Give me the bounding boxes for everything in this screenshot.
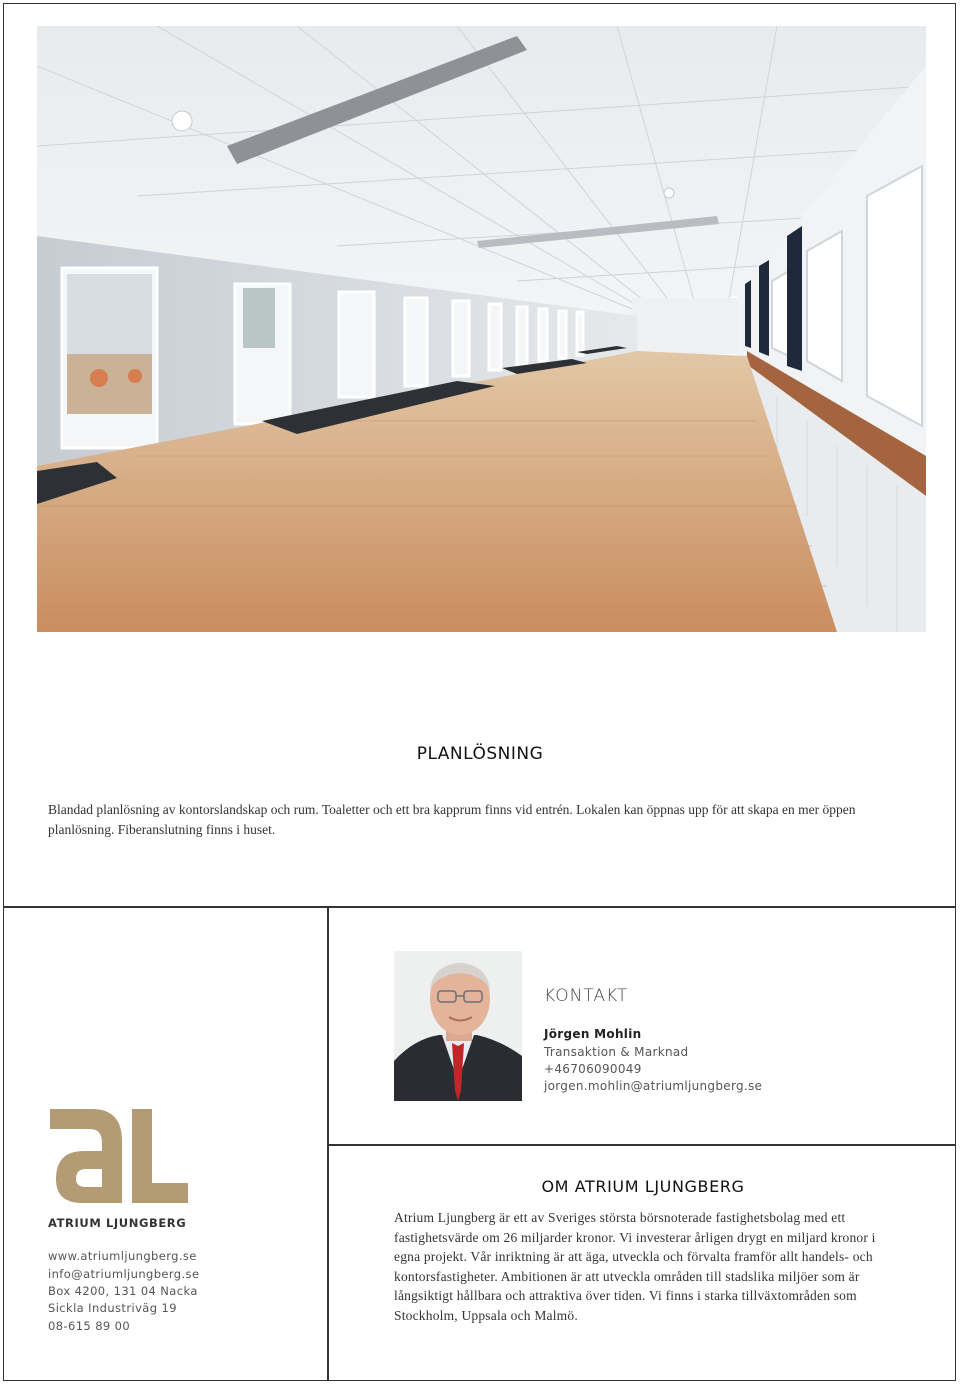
om-text: Atrium Ljungberg är ett av Sveriges största börsnoterade fastighetsbolag med ett fastighetsvärde om 26 miljarder kronor. Vi investerar årligen drygt en miljard kronor i egna projekt. Vår inriktning är att äga, utveckla och förvalta framför allt handels- och kontorsfastigheter. Ambitionen är att utveckla områden till stadslika miljöer som är långsiktigt hållbara och attraktiva över tiden. Vi finns i starka tillväxtområden som Stockholm, Uppsala och Malmö.: [394, 1210, 876, 1323]
office-interior-photo: [37, 26, 926, 632]
planlosning-text: Blandad planlösning av kontorslandskap och rum. Toaletter och ett bra kapprum finns vid entrén. Lokalen kan öppnas upp för att skapa en mer öppen planlösning. Fiberanslutning finns i huset.: [48, 802, 856, 837]
company-phone[interactable]: 08-615 89 00: [48, 1319, 131, 1333]
planlosning-title: PLANLÖSNING: [416, 744, 544, 764]
logo-text: ATRIUM LJUNGBERG: [48, 1216, 187, 1229]
atrium-ljungberg-logo: [48, 1107, 190, 1229]
company-box-address: Box 4200, 131 04 Nacka: [48, 1284, 198, 1298]
contact-divider: [327, 1144, 956, 1146]
contact-portrait: [394, 951, 522, 1101]
company-street: Sickla Industriväg 19: [48, 1301, 177, 1315]
kontakt-title: KONTAKT: [544, 986, 629, 1006]
section-divider: [3, 906, 956, 908]
company-email[interactable]: info@atriumljungberg.se: [48, 1267, 200, 1281]
om-title: OM ATRIUM LJUNGBERG: [541, 1177, 745, 1196]
contact-phone[interactable]: +46706090049: [544, 1062, 642, 1076]
contact-name: Jörgen Mohlin: [544, 1027, 642, 1041]
company-website[interactable]: www.atriumljungberg.se: [48, 1249, 197, 1263]
contact-role: Transaktion & Marknad: [544, 1045, 689, 1059]
contact-email[interactable]: jorgen.mohlin@atriumljungberg.se: [544, 1079, 763, 1093]
